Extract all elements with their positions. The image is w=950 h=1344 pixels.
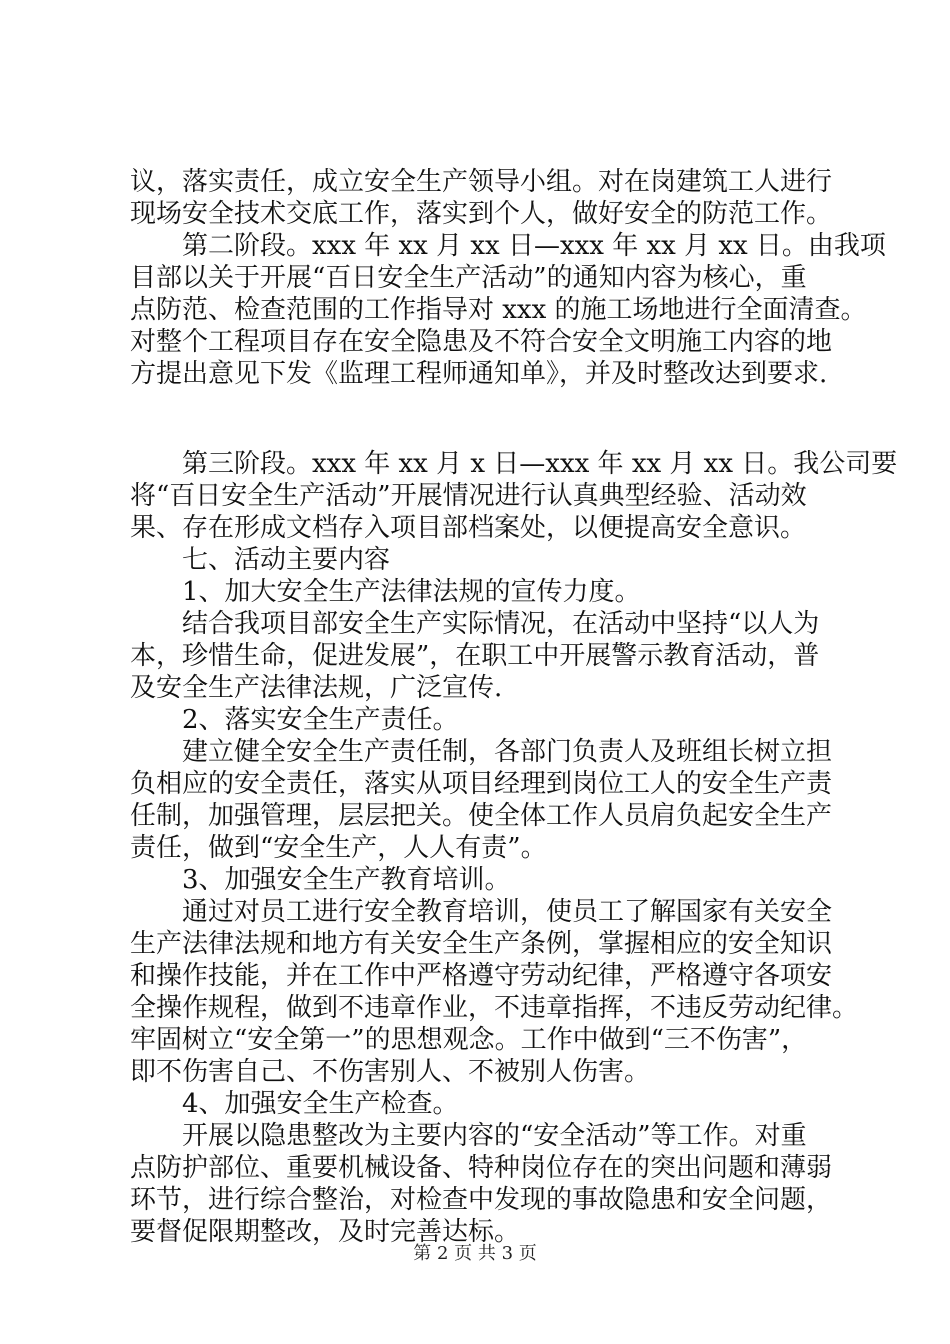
text-line: 全操作规程，做到不违章作业，不违章指挥，不违反劳动纪律。: [130, 993, 859, 1023]
text-line: 第二阶段。xxx 年 xx 月 xx 日—xxx 年 xx 月 xx 日。由我项: [182, 231, 886, 261]
text-line: 要督促限期整改，及时完善达标。: [130, 1217, 521, 1247]
text-line: 牢固树立“安全第一”的思想观念。工作中做到“三不伤害”，: [130, 1025, 808, 1055]
text-line: 和操作技能，并在工作中严格遵守劳动纪律，严格遵守各项安: [130, 961, 833, 991]
text-line: 点防护部位、重要机械设备、特种岗位存在的突出问题和薄弱: [130, 1153, 833, 1183]
paragraph-gap: [130, 390, 860, 448]
text-line: 果、存在形成文档存入项目部档案处，以便提高安全意识。: [130, 513, 807, 543]
text-line: 现场安全技术交底工作，落实到个人，做好安全的防范工作。: [130, 199, 833, 229]
text-line: 负相应的安全责任，落实从项目经理到岗位工人的安全生产责: [130, 769, 833, 799]
text-line: 通过对员工进行安全教育培训，使员工了解国家有关安全: [182, 897, 833, 927]
text-line: 第三阶段。xxx 年 xx 月 x 日—xxx 年 xx 月 xx 日。我公司要: [182, 449, 898, 479]
subsection-heading: 3、加强安全生产教育培训。: [182, 865, 511, 895]
text-line: 方提出意见下发《监理工程师通知单》，并及时整改达到要求.: [130, 359, 828, 389]
text-line: 责任，做到“安全生产，人人有责”。: [130, 833, 547, 863]
page-number: 第 2 页 共 3 页: [413, 1243, 537, 1264]
text-line: 任制，加强管理，层层把关。使全体工作人员肩负起安全生产: [130, 801, 833, 831]
subsection-heading: 1、加大安全生产法律法规的宣传力度。: [182, 577, 641, 607]
subsection-heading: 2、落实安全生产责任。: [182, 705, 459, 735]
text-line: 议，落实责任，成立安全生产领导小组。对在岗建筑工人进行: [130, 167, 833, 197]
text-line: 开展以隐患整改为主要内容的“安全活动”等工作。对重: [182, 1121, 807, 1151]
text-line: 生产法律法规和地方有关安全生产条例，掌握相应的安全知识: [130, 929, 833, 959]
text-line: 环节，进行综合整治，对检查中发现的事故隐患和安全问题，: [130, 1185, 833, 1215]
text-line: 本，珍惜生命，促进发展”，在职工中开展警示教育活动，普: [130, 641, 820, 671]
section-heading: 七、活动主要内容: [182, 545, 391, 575]
text-line: 点防范、检查范围的工作指导对 xxx 的施工场地进行全面清查。: [130, 295, 867, 325]
text-line: 建立健全安全生产责任制，各部门负责人及班组长树立担: [182, 737, 833, 767]
text-line: 将“百日安全生产活动”开展情况进行认真典型经验、活动效: [130, 481, 807, 511]
subsection-heading: 4、加强安全生产检查。: [182, 1089, 459, 1119]
text-line: 目部以关于开展“百日安全生产活动”的通知内容为核心，重: [130, 263, 807, 293]
text-line: 对整个工程项目存在安全隐患及不符合安全文明施工内容的地: [130, 327, 833, 357]
document-body: [130, 166, 898, 1248]
text-line: 结合我项目部安全生产实际情况，在活动中坚持“以人为: [182, 609, 820, 639]
text-line: 及安全生产法律法规，广泛宣传.: [130, 673, 503, 703]
text-line: 即不伤害自己、不伤害别人、不被别人伤害。: [130, 1057, 651, 1087]
